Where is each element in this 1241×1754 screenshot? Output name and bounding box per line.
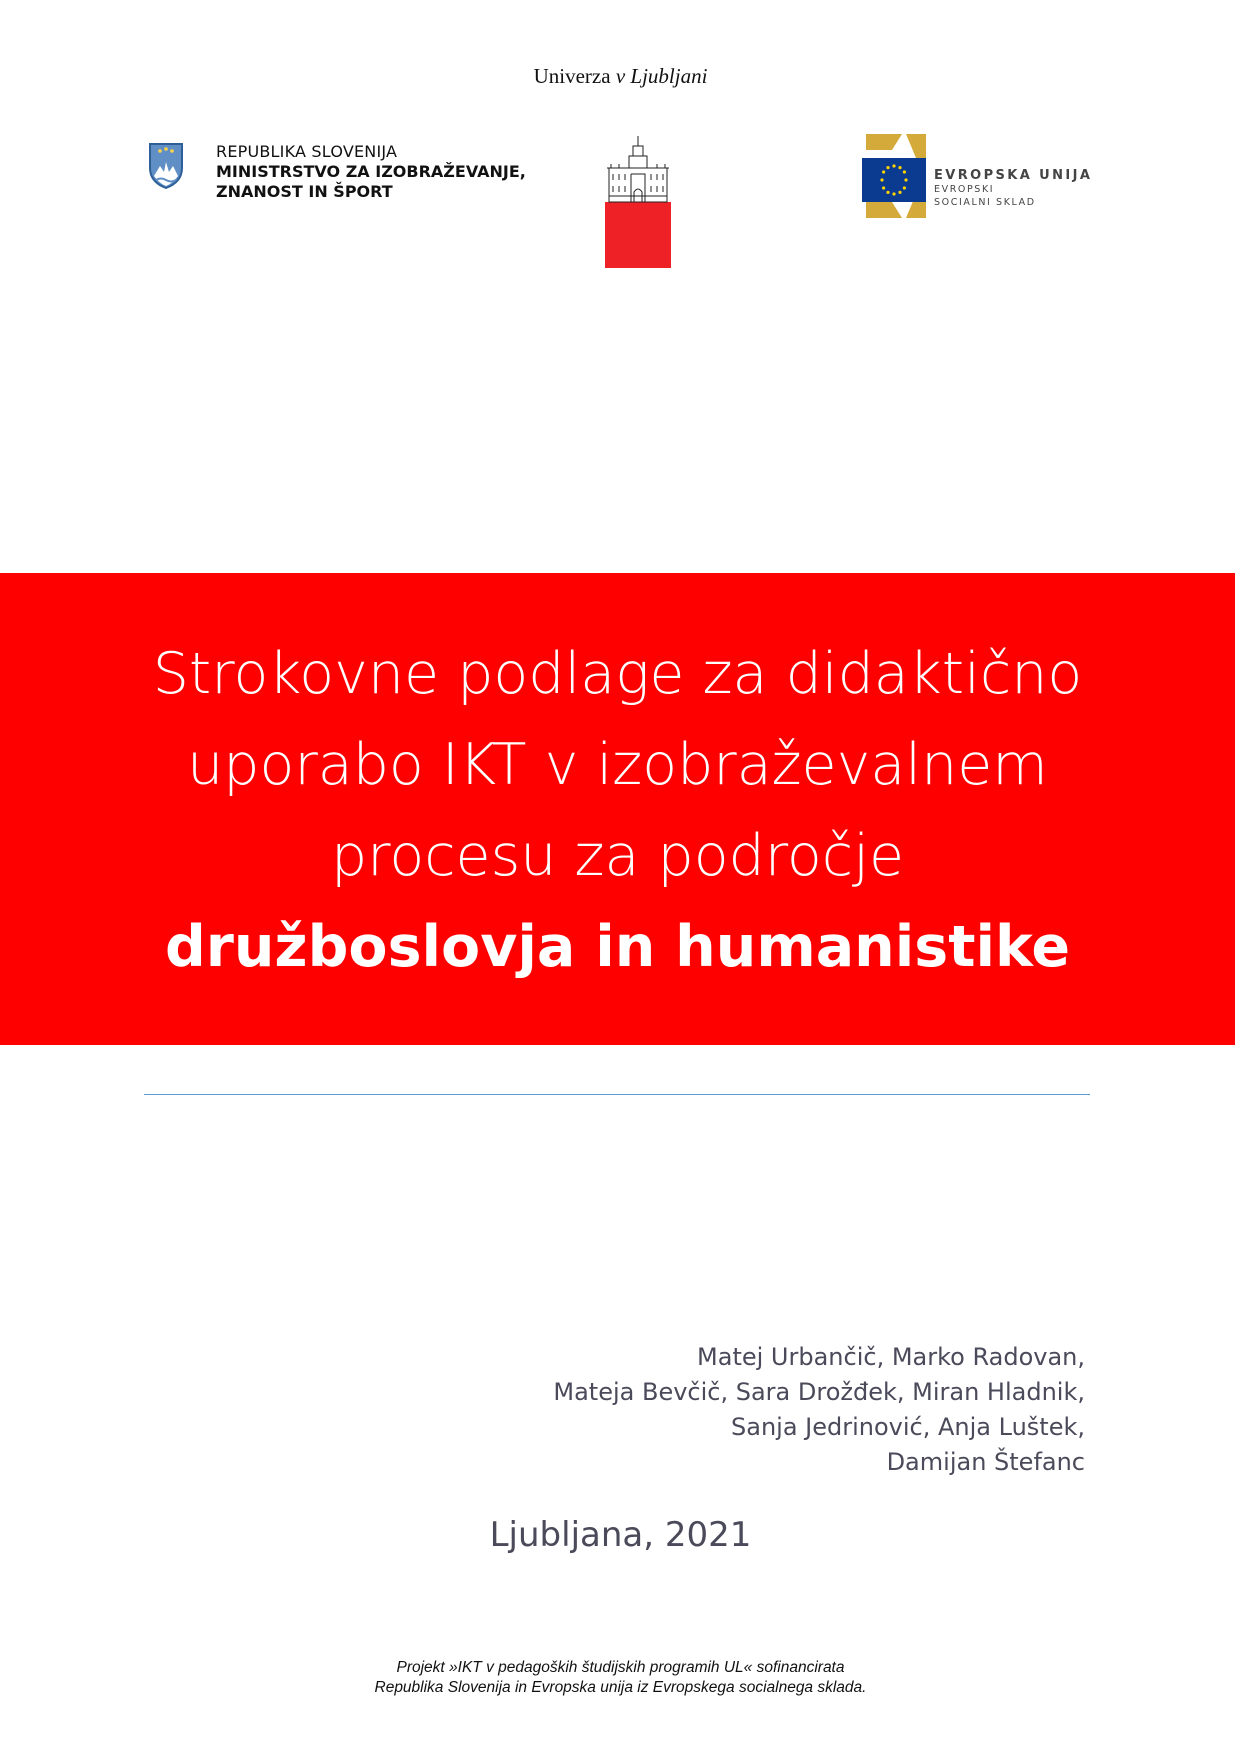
authors-line: Damijan Štefanc	[886, 1448, 1085, 1476]
ministry-line-ministry: MINISTRSTVO ZA IZOBRAŽEVANJE,	[216, 162, 526, 181]
eu-logo	[862, 130, 1122, 222]
title-line-2: uporabo IKT v izobraževalnem	[187, 732, 1048, 798]
title-line-4: družboslovja in humanistike	[164, 914, 1071, 980]
title-line-1: Strokovne podlage za didaktično	[152, 641, 1083, 707]
slovenia-coat-of-arms-icon	[146, 142, 186, 190]
university-name-italic: v Ljubljani	[615, 64, 708, 88]
ministry-line-science: ZNANOST IN ŠPORT	[216, 182, 393, 201]
footer-line-1: Projekt »IKT v pedagoških študijskih programih UL« sofinancirata	[396, 1659, 845, 1676]
authors	[553, 1340, 1085, 1480]
funding-footer	[0, 1658, 1241, 1698]
authors-line: Mateja Bevčič, Sara Drožđek, Miran Hladnik,	[553, 1378, 1085, 1406]
authors-line: Matej Urbančič, Marko Radovan,	[697, 1343, 1085, 1371]
footer-line-2: Republika Slovenija in Evropska unija iz Evropskega socialnega sklada.	[374, 1679, 867, 1696]
eu-line-social-fund: SOCIALNI SKLAD	[934, 197, 1036, 208]
university-emblem-icon	[603, 134, 673, 270]
eu-flag-icon	[862, 130, 930, 222]
university-name	[0, 64, 1241, 89]
divider	[144, 1094, 1090, 1095]
eu-text	[934, 168, 1092, 209]
ministry-logo	[146, 142, 526, 214]
place-year: Ljubljana, 2021	[489, 1515, 752, 1555]
document-title	[0, 629, 1235, 993]
eu-line-european: EVROPSKI	[934, 184, 995, 195]
title-band	[0, 573, 1235, 1045]
title-line-3: procesu za področje	[330, 823, 905, 889]
university-name-plain: Univerza	[533, 64, 616, 88]
authors-line: Sanja Jedrinović, Anja Luštek,	[731, 1413, 1085, 1441]
eu-line-union: EVROPSKA UNIJA	[934, 168, 1093, 183]
ministry-text	[216, 142, 526, 202]
ministry-line-republic: REPUBLIKA SLOVENIJA	[216, 142, 398, 161]
